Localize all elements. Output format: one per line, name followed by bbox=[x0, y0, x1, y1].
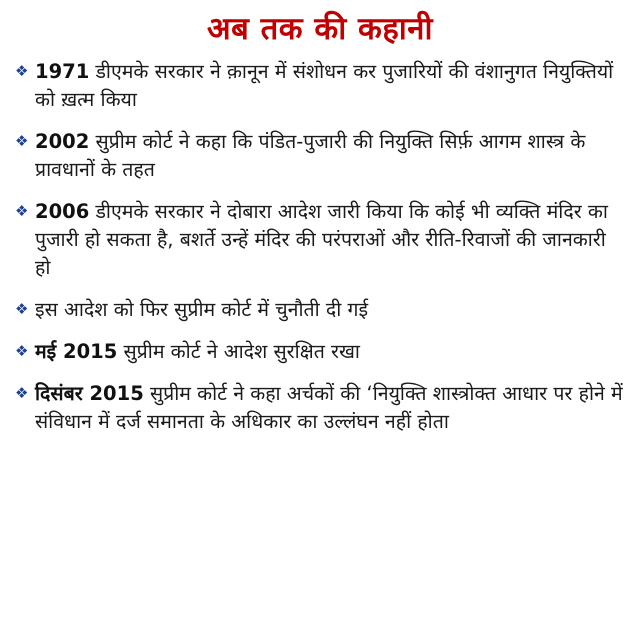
list-item-lead: मई 2015 bbox=[35, 340, 118, 363]
page-title: अब तक की कहानी bbox=[206, 11, 434, 47]
diamond-bullet-icon: ❖ bbox=[15, 300, 29, 318]
diamond-bullet-icon: ❖ bbox=[15, 202, 29, 220]
diamond-bullet-icon: ❖ bbox=[15, 342, 29, 360]
list-item bbox=[14, 296, 626, 324]
list-item-lead: दिसंबर 2015 bbox=[35, 382, 144, 405]
list-item-body: सुप्रीम कोर्ट ने कहा कि पंडित-पुजारी की नियुक्ति सिर्फ़ आगम शास्त्र के प्रावधानों के तहत bbox=[35, 130, 586, 181]
list-item-lead: 2006 bbox=[35, 200, 90, 223]
list-item bbox=[14, 198, 626, 282]
diamond-bullet-icon: ❖ bbox=[15, 384, 29, 402]
diamond-bullet-icon: ❖ bbox=[15, 62, 29, 80]
list-item-body: डीएमके सरकार ने क़ानून में संशोधन कर पुजारियों की वंशानुगत नियुक्तियों को ख़त्म किया bbox=[35, 60, 614, 111]
list-item-text bbox=[35, 128, 626, 184]
list-item-body: सुप्रीम कोर्ट ने आदेश सुरक्षित रखा bbox=[117, 340, 360, 363]
list-item-body: इस आदेश को फिर सुप्रीम कोर्ट में चुनौती दी गई bbox=[35, 298, 369, 321]
list-item-text bbox=[35, 58, 626, 114]
list-item-lead: 2002 bbox=[35, 130, 90, 153]
list-item-text bbox=[35, 296, 626, 324]
list-item-body: सुप्रीम कोर्ट ने कहा अर्चकों की ‘नियुक्ति शास्त्रोक्त आधार पर होने में संविधान में दर्ज समानता के अधिकार का उल्लंघन नहीं होता bbox=[35, 382, 623, 433]
list-item bbox=[14, 338, 626, 366]
list-item bbox=[14, 128, 626, 184]
list-item-text bbox=[35, 380, 626, 436]
list-item-lead: 1971 bbox=[35, 60, 90, 83]
list-item-text bbox=[35, 338, 626, 366]
diamond-bullet-icon: ❖ bbox=[15, 132, 29, 150]
story-timeline-list bbox=[14, 58, 626, 436]
list-item bbox=[14, 380, 626, 436]
list-item-text bbox=[35, 198, 626, 282]
list-item-body: डीएमके सरकार ने दोबारा आदेश जारी किया कि कोई भी व्यक्ति मंदिर का पुजारी हो सकता है, बशर्ते उन्हें मंदिर की परंपराओं और रीति-रिवाजों की जानकारी हो bbox=[35, 200, 608, 279]
list-item bbox=[14, 58, 626, 114]
